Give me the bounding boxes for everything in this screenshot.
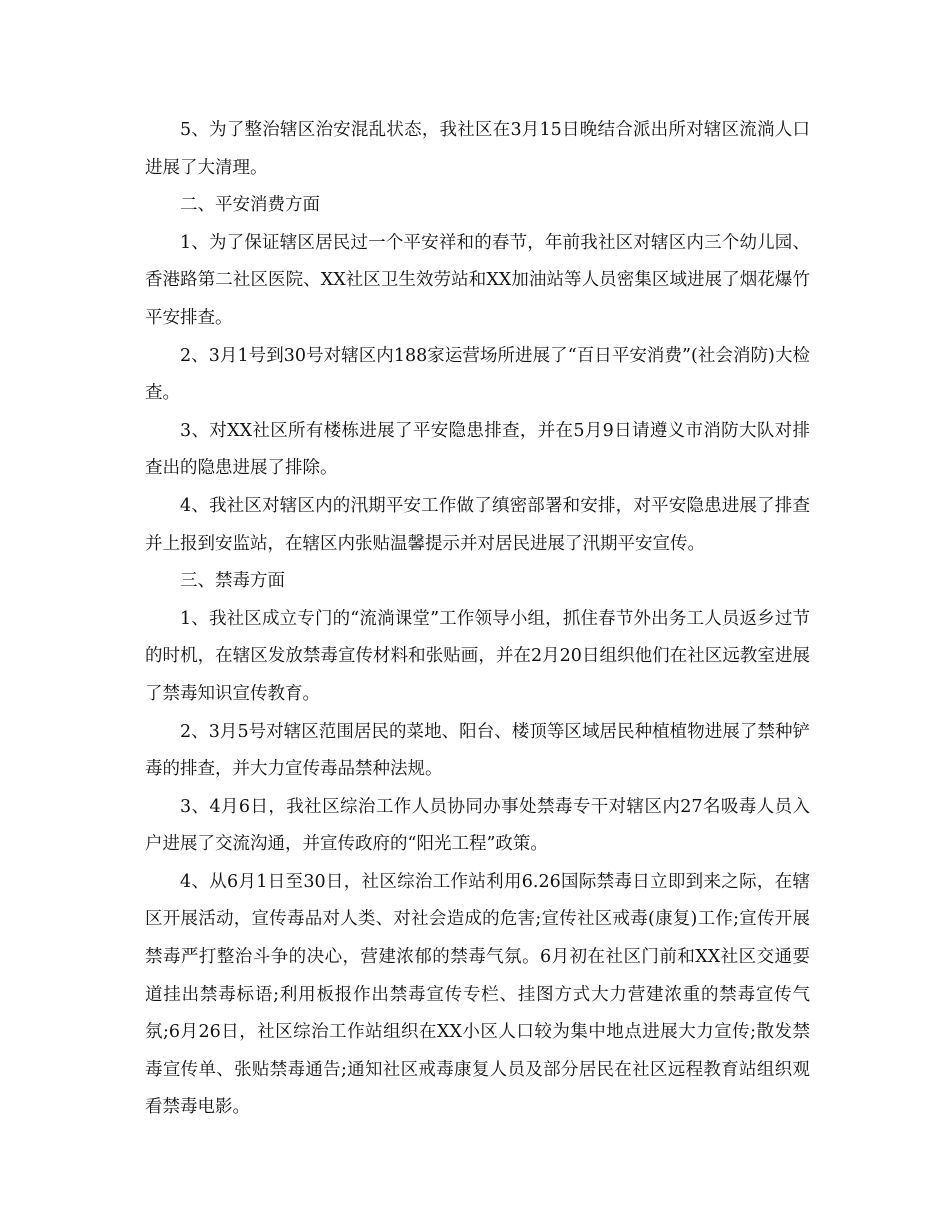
document-body [145,112,810,1127]
paragraph-anti-drug-campaign: 4、从6月1日至30日，社区综治工作站利用6.26国际禁毒日立即到来之际，在辖区开展活动，宣传毒品对人类、对社会造成的危害;宣传社区戒毒(康复)工作;宣传开展禁毒严打整治斗争的决心，营建浓郁的禁毒气氛。6月初在社区门前和XX社区交通要道挂出禁毒标语;利用板报作出禁毒宣传专栏、挂图方式大力营建浓重的禁毒宣传气氛;6月26日，社区综治工作站组织在XX小区人口较为集中地点进展大力宣传;散发禁毒宣传单、张贴禁毒通告;通知社区戒毒康复人员及部分居民在社区远程教育站组织观看禁毒电影。 [145,871,810,1118]
paragraph-hundred-day-inspection: 2、3月1号到30号对辖区内188家运营场所进展了“百日平安消费”(社会消防)大检查。 [145,345,810,404]
paragraph-safety-cleanup: 5、为了整治辖区治安混乱状态，我社区在3月15日晚结合派出所对辖区流淌人口进展了大清理。 [145,120,810,178]
section-heading-safe-consumption: 二、平安消费方面 [180,195,320,216]
paragraph-mobile-classroom: 1、我社区成立专门的“流淌课堂”工作领导小组，抓住春节外出务工人员返乡过节的时机，在辖区发放禁毒宣传材料和张贴画，并在2月20日组织他们在社区远教室进展了禁毒知识宣传教育。 [145,608,810,704]
section-heading-anti-drug: 三、禁毒方面 [180,571,285,592]
paragraph-home-visits: 3、4月6日，我社区综治工作人员协同办事处禁毒专干对辖区内27名吸毒人员入户进展了交流沟通，并宣传政府的“阳光工程”政策。 [145,796,810,855]
paragraph-fireworks-inspection: 1、为了保证辖区居民过一个平安祥和的春节，年前我社区对辖区内三个幼儿园、香港路第二社区医院、XX社区卫生效劳站和XX加油站等人员密集区域进展了烟花爆竹平安排查。 [145,232,810,328]
paragraph-flood-season-safety: 4、我社区对辖区内的汛期平安工作做了缜密部署和安排，对平安隐患进展了排查并上报到安监站，在辖区内张贴温馨提示并对居民进展了汛期平安宣传。 [145,495,810,554]
paragraph-building-hazard-check: 3、对XX社区所有楼栋进展了平安隐患排查，并在5月9日请遵义市消防大队对排查出的隐患进展了排除。 [145,420,810,479]
paragraph-plant-inspection: 2、3月5号对辖区范围居民的菜地、阳台、楼顶等区域居民种植植物进展了禁种铲毒的排查，并大力宣传毒品禁种法规。 [145,721,810,780]
